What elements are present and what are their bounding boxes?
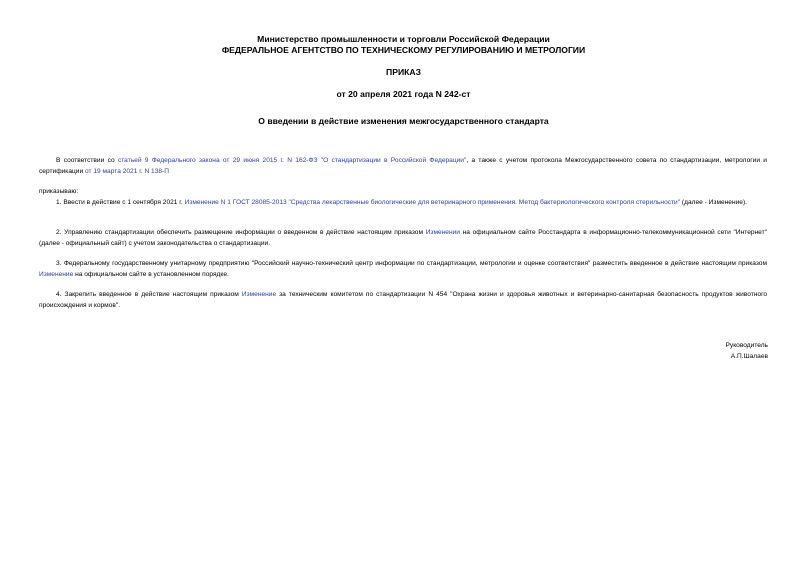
item-1-paragraph bbox=[39, 198, 767, 209]
document-subject: О введении в действие изменения межгосударственного стандарта bbox=[258, 116, 549, 126]
preamble-text-2: , а также с учетом протокола Межгосударственного совета по стандартизации, метрологии и сертификации bbox=[39, 157, 767, 175]
amendment-link-4[interactable]: Изменение bbox=[241, 291, 277, 298]
item-2-text-1: 2. Управлению стандартизации обеспечить размещение информации о введенном в действие настоящим приказом bbox=[56, 229, 426, 236]
federal-law-link[interactable]: статьей 9 Федерального закона от 29 июня 2015 г. N 162-ФЗ "О стандартизации в Российской Федерации" bbox=[117, 157, 467, 164]
gost-amendment-link[interactable]: Изменение N 1 ГОСТ 28085-2013 "Средства лекарственные биологические для ветеринарного применения. Метод бактериологического контроля стерильности" bbox=[184, 199, 681, 206]
preamble-text-1: В соответствии со bbox=[56, 157, 118, 164]
signature-name: А.П.Шалаев bbox=[730, 353, 768, 360]
amendment-link-2[interactable]: Изменении bbox=[425, 229, 460, 236]
item-1-text-1: 1. Ввести в действие с 1 сентября 2021 г. bbox=[56, 199, 185, 206]
document-type: ПРИКАЗ bbox=[386, 67, 421, 77]
agency-title: ФЕДЕРАЛЬНОЕ АГЕНТСТВО ПО ТЕХНИЧЕСКОМУ РЕГУЛИРОВАНИЮ И МЕТРОЛОГИИ bbox=[221, 45, 586, 55]
item-4-paragraph bbox=[39, 290, 767, 311]
ministry-title: Министерство промышленности и торговли Российской Федерации bbox=[257, 34, 550, 44]
item-2-text-2: на официальном сайте Росстандарта в информационно-телекоммуникационной сети "Интернет" (далее - официальный сайт) с учетом законодательства о стандартизации. bbox=[39, 229, 767, 247]
item-2-paragraph bbox=[39, 228, 767, 249]
amendment-link-3[interactable]: Изменение bbox=[39, 270, 74, 278]
document-date-number: от 20 апреля 2021 года N 242-ст bbox=[336, 89, 471, 99]
item-4-text-1: 4. Закрепить введенное в действие настоящим приказом bbox=[56, 291, 242, 298]
signature-role: Руководитель bbox=[725, 342, 768, 349]
order-word: приказываю: bbox=[39, 188, 79, 195]
protocol-link[interactable]: от 19 марта 2021 г. N 138-П bbox=[84, 167, 169, 175]
item-1-text-2: (далее - Изменение). bbox=[680, 199, 747, 206]
preamble-paragraph bbox=[39, 156, 767, 177]
item-3-text-1: 3. Федеральному государственному унитарному предприятию "Российский научно-технический центр информации по стандартизации, метрологии и оценке соответствия" разместить введенное в действие настоящим приказом bbox=[56, 260, 767, 267]
item-3-paragraph bbox=[39, 259, 767, 280]
item-3-text-2: на официальном сайте в установленном порядке. bbox=[73, 270, 229, 278]
item-4-text-2: за техническим комитетом по стандартизации N 454 "Охрана жизни и здоровья животных и ветеринарно-санитарная безопасность продуктов животного происхождения и кормов". bbox=[39, 291, 767, 309]
